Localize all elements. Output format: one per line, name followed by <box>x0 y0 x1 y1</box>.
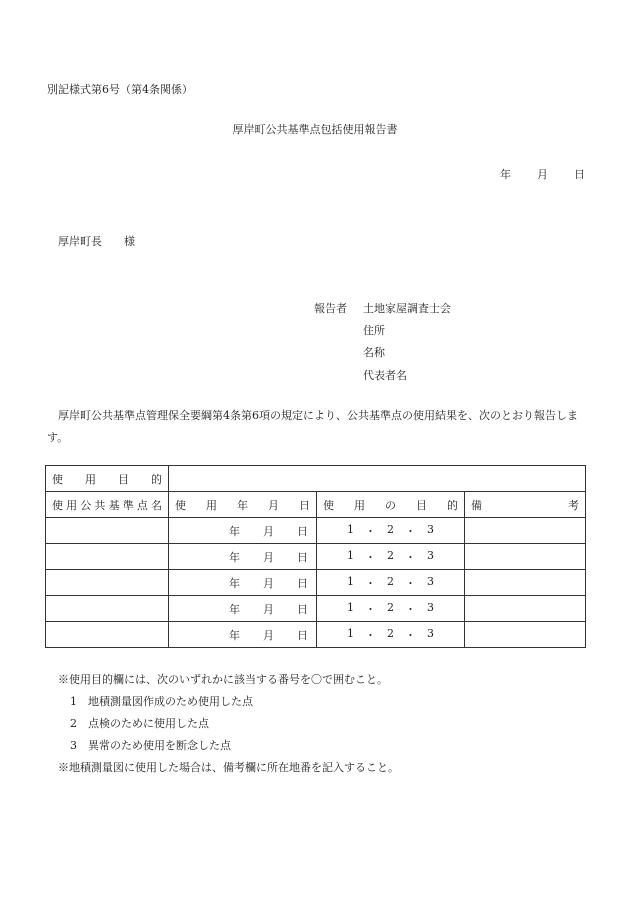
note-remarks-instruction: ※地積測量図に使用した場合は、備考欄に所在地番を記入すること。 <box>58 761 399 774</box>
purpose-choice-cell[interactable] <box>317 596 465 622</box>
table-row <box>46 544 586 570</box>
date-month-label: 月 <box>263 602 274 616</box>
date-cell[interactable] <box>169 518 317 544</box>
reporter-organization: 土地家屋調査士会 <box>363 302 451 315</box>
header-date: 使 用 年 月 日 <box>169 492 317 518</box>
notes <box>58 669 399 779</box>
remarks-cell[interactable] <box>465 622 586 648</box>
purpose-option: 2 <box>387 574 394 588</box>
header-purpose: 使 用 の 目 的 <box>317 492 465 518</box>
addressee-honorific: 様 <box>124 235 135 248</box>
choice-separator: ・ <box>365 628 376 642</box>
choice-separator: ・ <box>405 602 416 616</box>
date-month-label: 月 <box>263 550 274 564</box>
document-title: 厚岸町公共基準点包括使用報告書 <box>232 123 398 136</box>
point-name-cell[interactable] <box>46 544 169 570</box>
choice-separator: ・ <box>365 576 376 590</box>
choice-separator: ・ <box>405 550 416 564</box>
purpose-choice-cell[interactable] <box>317 544 465 570</box>
date-cell[interactable] <box>169 544 317 570</box>
purpose-label-cell <box>46 466 169 492</box>
date-day-label: 日 <box>297 576 308 590</box>
purpose-option: 2 <box>387 522 394 536</box>
report-date <box>500 166 585 182</box>
date-month-label: 月 <box>537 168 548 181</box>
date-year-label: 年 <box>229 524 240 538</box>
purpose-option: 1 <box>347 522 354 536</box>
date-year-label: 年 <box>500 168 511 181</box>
purpose-option: 1 <box>347 574 354 588</box>
table-row <box>46 518 586 544</box>
date-day-label: 日 <box>297 602 308 616</box>
header-point-name: 使 用 公 共 基 準 点 名 <box>46 492 169 518</box>
addressee <box>58 233 135 249</box>
purpose-option: 3 <box>427 522 434 536</box>
date-month-label: 月 <box>263 576 274 590</box>
date-cell[interactable] <box>169 570 317 596</box>
date-day-label: 日 <box>297 550 308 564</box>
purpose-option: 1 <box>347 626 354 640</box>
purpose-option: 3 <box>427 574 434 588</box>
table-row <box>46 622 586 648</box>
header-row <box>46 492 586 518</box>
choice-separator: ・ <box>365 602 376 616</box>
remarks-cell[interactable] <box>465 570 586 596</box>
table-body <box>46 518 586 648</box>
purpose-option: 3 <box>427 626 434 640</box>
addressee-name: 厚岸町長 <box>58 235 102 248</box>
purpose-choice-cell[interactable] <box>317 622 465 648</box>
purpose-option: 1 <box>347 600 354 614</box>
date-month-label: 月 <box>263 628 274 642</box>
remarks-cell[interactable] <box>465 596 586 622</box>
purpose-value-cell[interactable] <box>169 466 586 492</box>
table-row <box>46 570 586 596</box>
purpose-option: 2 <box>387 626 394 640</box>
remarks-cell[interactable] <box>465 518 586 544</box>
purpose-option: 2 <box>387 548 394 562</box>
date-year-label: 年 <box>229 602 240 616</box>
usage-table <box>45 465 586 648</box>
purpose-choice-cell[interactable] <box>317 518 465 544</box>
date-year-label: 年 <box>229 550 240 564</box>
choice-separator: ・ <box>365 550 376 564</box>
note-item-2: 2 点検のために使用した点 <box>70 717 209 730</box>
reporter-representative-label: 代表者名 <box>363 369 407 382</box>
date-day-label: 日 <box>297 524 308 538</box>
point-name-cell[interactable] <box>46 570 169 596</box>
choice-separator: ・ <box>405 524 416 538</box>
date-day-label: 日 <box>297 628 308 642</box>
note-purpose-instruction: ※使用目的欄には、次のいずれかに該当する番号を〇で囲むこと。 <box>58 673 388 686</box>
reporter-label: 報告者 <box>314 302 347 315</box>
date-cell[interactable] <box>169 622 317 648</box>
note-item-3: 3 異常のため使用を断念した点 <box>70 739 231 752</box>
purpose-option: 1 <box>347 548 354 562</box>
choice-separator: ・ <box>405 576 416 590</box>
date-year-label: 年 <box>229 628 240 642</box>
point-name-cell[interactable] <box>46 622 169 648</box>
date-month-label: 月 <box>263 524 274 538</box>
date-cell[interactable] <box>169 596 317 622</box>
body-text: 厚岸町公共基準点管理保全要綱第4条第6項の規定により、公共基準点の使用結果を、次のとおり報告します。 <box>47 409 578 444</box>
remarks-cell[interactable] <box>465 544 586 570</box>
note-item-1: 1 地積測量図作成のため使用した点 <box>70 695 253 708</box>
point-name-cell[interactable] <box>46 518 169 544</box>
purpose-option: 3 <box>427 600 434 614</box>
date-day-label: 日 <box>574 168 585 181</box>
header-remarks: 備 考 <box>465 492 586 518</box>
purpose-option: 3 <box>427 548 434 562</box>
point-name-cell[interactable] <box>46 596 169 622</box>
table-row <box>46 596 586 622</box>
purpose-row <box>46 466 586 492</box>
choice-separator: ・ <box>365 524 376 538</box>
purpose-choice-cell[interactable] <box>317 570 465 596</box>
purpose-option: 2 <box>387 600 394 614</box>
reporter-name-label: 名称 <box>363 346 385 359</box>
choice-separator: ・ <box>405 628 416 642</box>
date-year-label: 年 <box>229 576 240 590</box>
form-label: 別記様式第6号（第4条関係） <box>47 83 193 96</box>
reporter-address-label: 住所 <box>363 324 385 337</box>
purpose-label: 使 用 目 的 <box>52 472 162 486</box>
